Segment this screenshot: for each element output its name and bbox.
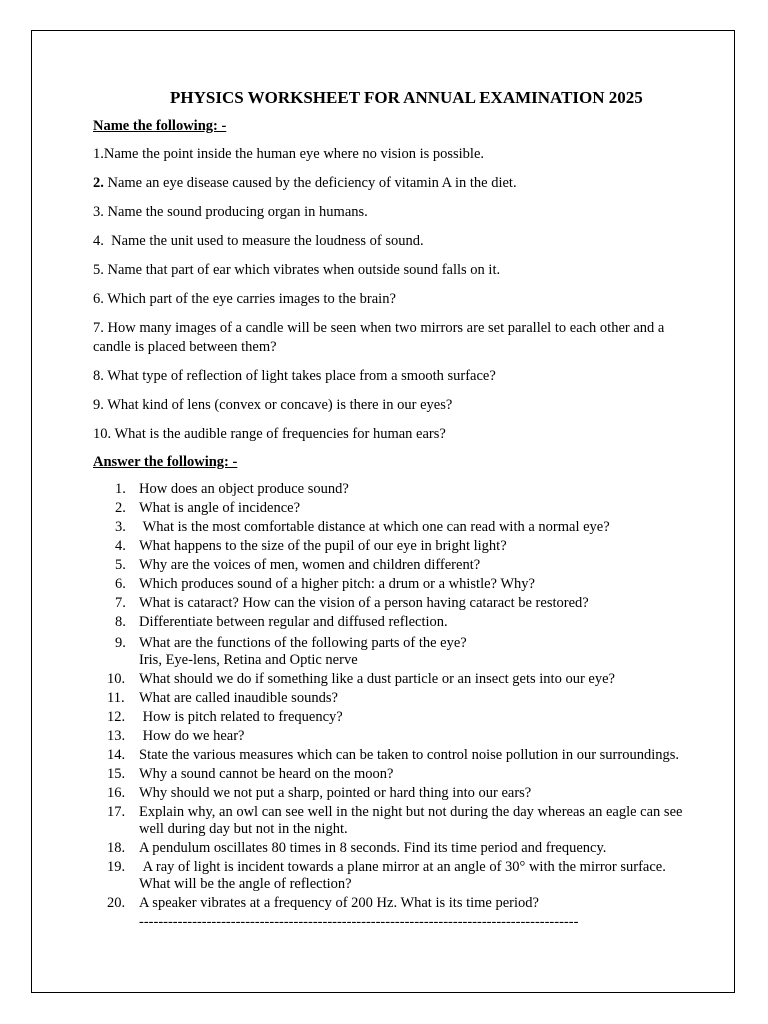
question-text: How do we hear? [139, 728, 245, 744]
question-number: 8. [93, 368, 104, 384]
answer-question [93, 728, 683, 745]
answer-question [93, 538, 683, 555]
question-number: 14. [107, 747, 126, 763]
question-number: 17. [107, 804, 126, 820]
answer-question [93, 614, 683, 631]
name-question [93, 367, 683, 386]
question-text: What is the most comfortable distance at which one can read with a normal eye? [139, 519, 610, 535]
question-number: 16. [107, 785, 126, 801]
question-number: 1. [93, 146, 104, 162]
answer-question [93, 709, 683, 726]
question-text: What is cataract? How can the vision of a person having cataract be restored? [139, 595, 589, 611]
question-text: Name that part of ear which vibrates when outside sound falls on it. [103, 262, 501, 278]
question-text: How many images of a candle will be seen when two mirrors are set parallel to each other and a candle is placed between them? [93, 320, 668, 355]
name-question [93, 203, 683, 222]
question-text: What happens to the size of the pupil of our eye in bright light? [139, 538, 507, 554]
answer-question [93, 481, 683, 498]
answer-question [93, 859, 683, 893]
answer-question [93, 671, 683, 688]
question-text: What kind of lens (convex or concave) is there in our eyes? [103, 397, 453, 413]
question-number: 4. [93, 233, 104, 249]
answer-question [93, 895, 683, 912]
answer-questions-list [93, 481, 687, 912]
section-heading-name: Name the following: - [93, 118, 227, 134]
question-text: Why a sound cannot be heard on the moon? [139, 766, 394, 782]
question-text: What are the functions of the following parts of the eye? [139, 635, 467, 651]
question-number: 1. [115, 481, 126, 497]
question-text: Name the unit used to measure the loudness of sound. [103, 233, 424, 249]
worksheet-title: PHYSICS WORKSHEET FOR ANNUAL EXAMINATION 2025 [170, 88, 643, 107]
question-number: 11. [107, 690, 125, 706]
question-text: Name an eye disease caused by the deficiency of vitamin A in the diet. [103, 175, 517, 191]
name-questions-list [93, 145, 683, 444]
question-text: A speaker vibrates at a frequency of 200 Hz. What is its time period? [139, 895, 539, 911]
question-number: 6. [115, 576, 126, 592]
section-heading-answer: Answer the following: - [93, 454, 238, 470]
question-text: What is angle of incidence? [139, 500, 301, 516]
name-question [93, 232, 683, 251]
name-question [93, 396, 683, 415]
answer-question [93, 576, 683, 593]
question-text: What are called inaudible sounds? [139, 690, 338, 706]
end-dash-line: ------------------------------------------------------------------------------------------- [139, 914, 579, 930]
question-number: 13. [107, 728, 126, 744]
question-number: 9. [115, 635, 126, 651]
question-subtext: Iris, Eye-lens, Retina and Optic nerve [139, 652, 358, 668]
question-number: 10. [93, 426, 112, 442]
answer-question [93, 635, 683, 669]
question-number: 4. [115, 538, 126, 554]
question-text: A pendulum oscillates 80 times in 8 seconds. Find its time period and frequency. [139, 840, 607, 856]
question-text: State the various measures which can be taken to control noise pollution in our surroundings. [139, 747, 680, 763]
name-question [93, 425, 683, 444]
answer-question [93, 785, 683, 802]
question-text: Which produces sound of a higher pitch: a drum or a whistle? Why? [139, 576, 535, 592]
answer-question [93, 690, 683, 707]
question-number: 18. [107, 840, 126, 856]
question-number: 19. [107, 859, 126, 875]
answer-question [93, 766, 683, 783]
question-number: 15. [107, 766, 126, 782]
question-number: 20. [107, 895, 126, 911]
question-number: 7. [115, 595, 126, 611]
question-text: Explain why, an owl can see well in the night but not during the day whereas an eagle can see well during day but not in the night. [139, 804, 687, 837]
question-text: Name the point inside the human eye where no vision is possible. [103, 146, 485, 162]
question-text: Why should we not put a sharp, pointed or hard thing into our ears? [139, 785, 532, 801]
question-text: Which part of the eye carries images to the brain? [103, 291, 396, 307]
name-question [93, 174, 683, 193]
question-number: 10. [107, 671, 126, 687]
question-text: How is pitch related to frequency? [139, 709, 343, 725]
question-number: 5. [115, 557, 126, 573]
name-question [93, 290, 683, 309]
answer-question [93, 500, 683, 517]
question-text: What is the audible range of frequencies for human ears? [111, 426, 446, 442]
question-number: 3. [93, 204, 104, 220]
question-number: 7. [93, 320, 104, 336]
question-number: 2. [93, 175, 104, 191]
answer-question [93, 804, 687, 838]
answer-question [93, 519, 683, 536]
question-text: Name the sound producing organ in humans. [103, 204, 368, 220]
question-text: What type of reflection of light takes place from a smooth surface? [103, 368, 496, 384]
question-text: Why are the voices of men, women and children different? [139, 557, 481, 573]
question-text: Differentiate between regular and diffused reflection. [139, 614, 448, 630]
name-question [93, 319, 683, 357]
question-number: 8. [115, 614, 126, 630]
question-text: What should we do if something like a dust particle or an insect gets into our eye? [139, 671, 615, 687]
question-number: 9. [93, 397, 104, 413]
question-text: A ray of light is incident towards a plane mirror at an angle of 30° with the mirror surface. What will be the angle of reflection? [139, 859, 670, 892]
worksheet-content [93, 88, 687, 931]
question-number: 2. [115, 500, 126, 516]
name-question [93, 145, 683, 164]
question-text: How does an object produce sound? [139, 481, 349, 497]
question-number: 6. [93, 291, 104, 307]
answer-question [93, 595, 683, 612]
answer-question [93, 747, 683, 764]
question-number: 3. [115, 519, 126, 535]
question-number: 5. [93, 262, 104, 278]
answer-question [93, 840, 683, 857]
name-question [93, 261, 683, 280]
question-number: 12. [107, 709, 126, 725]
answer-question [93, 557, 683, 574]
